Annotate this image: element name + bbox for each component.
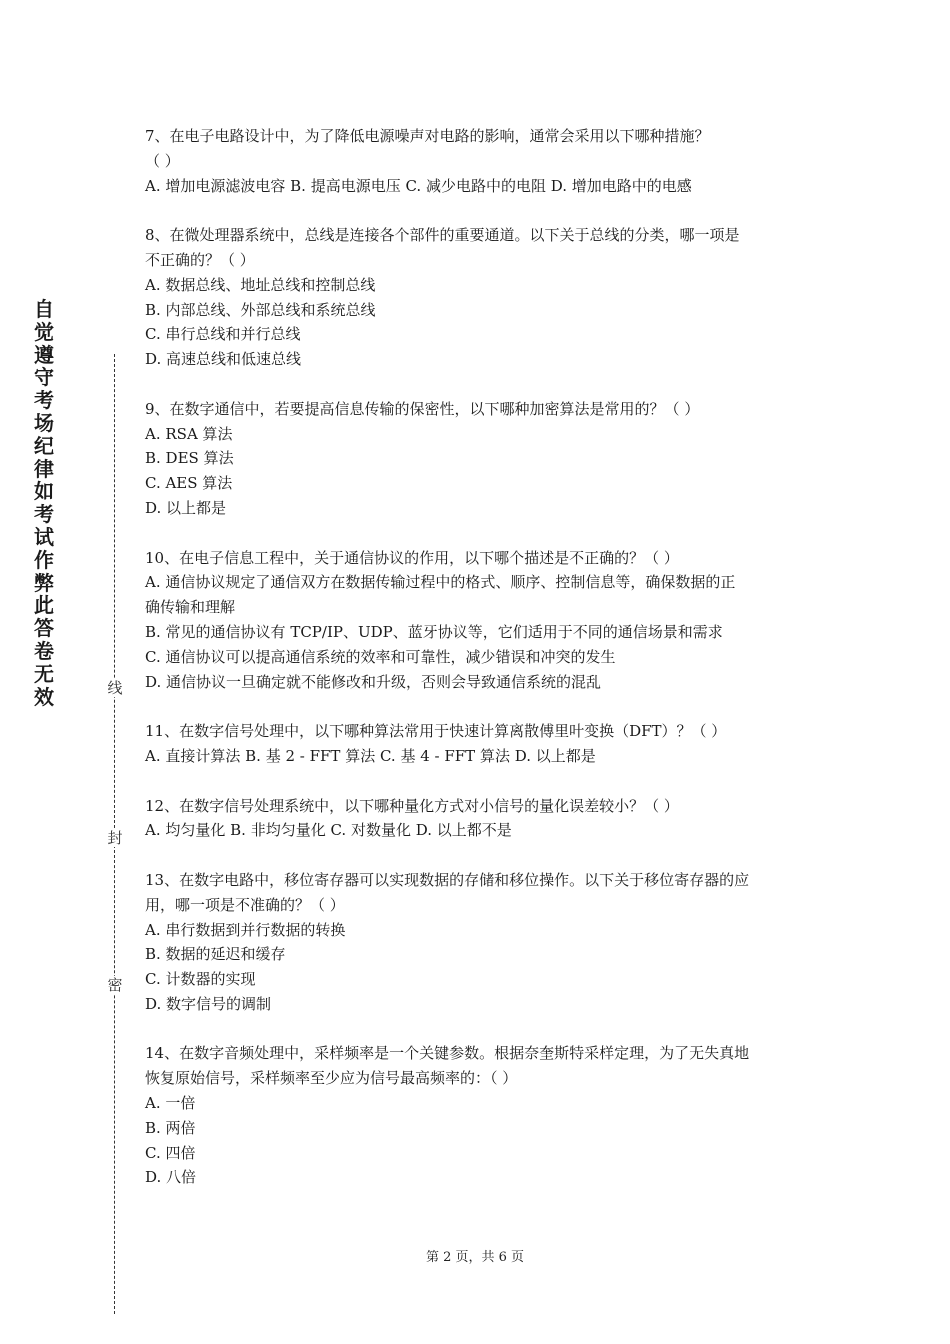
question-block (145, 546, 810, 695)
answer-option: A. RSA 算法 (145, 424, 233, 443)
question-stem: （ ） (145, 151, 180, 170)
answer-option: D. 数字信号的调制 (145, 994, 272, 1013)
binding-mark-line: 线 (107, 679, 123, 697)
page-footer: 第 2 页，共 6 页 (425, 1250, 525, 1265)
answer-option: D. 通信协议一旦确定就不能修改和升级，否则会导致通信系统的混乱 (145, 672, 602, 691)
answer-option: D. 高速总线和低速总线 (145, 350, 302, 369)
question-stem: 12、在数字信号处理系统中，以下哪种量化方式对小信号的量化误差较小？（ ） (145, 796, 679, 815)
answer-option: A. 均匀量化 B. 非均匀量化 C. 对数量化 D. 以上都不是 (145, 821, 512, 840)
answer-option: C. 四倍 (145, 1143, 196, 1162)
question-block (145, 397, 810, 521)
answer-option: B. 两倍 (145, 1118, 196, 1137)
answer-option: A. 串行数据到并行数据的转换 (145, 920, 346, 939)
question-stem: 用，哪一项是不准确的？（ ） (145, 895, 345, 914)
question-stem: 9、在数字通信中，若要提高信息传输的保密性，以下哪种加密算法是常用的？（ ） (145, 399, 700, 418)
question-block (145, 719, 810, 769)
question-block (145, 1041, 810, 1190)
question-block (145, 794, 810, 844)
question-stem: 13、在数字电路中，移位寄存器可以实现数据的存储和移位操作。以下关于移位寄存器的应 (145, 870, 750, 889)
question-block (145, 223, 810, 372)
question-stem: 10、在电子信息工程中，关于通信协议的作用，以下哪个描述是不正确的？（ ） (145, 548, 679, 567)
question-stem: 不正确的？（ ） (145, 250, 255, 269)
question-block (145, 124, 810, 198)
answer-option: B. DES 算法 (145, 449, 234, 468)
answer-option: A. 直接计算法 B. 基 2 - FFT 算法 C. 基 4 - FFT 算法 D. 以上都是 (145, 746, 596, 765)
question-stem: 8、在微处理器系统中，总线是连接各个部件的重要通道。以下关于总线的分类，哪一项是 (145, 226, 740, 245)
question-stem: 7、在电子电路设计中，为了降低电源噪声对电路的影响，通常会采用以下哪种措施？ (145, 127, 710, 145)
answer-option: A. 数据总线、地址总线和控制总线 (145, 275, 376, 294)
answer-option: A. 通信协议规定了通信双方在数据传输过程中的格式、顺序、控制信息等，确保数据的正 (145, 573, 736, 592)
answer-option: C. 串行总线和并行总线 (145, 325, 301, 344)
answer-option: C. 计数器的实现 (145, 970, 256, 989)
answer-option: B. 常见的通信协议有 TCP/IP、UDP、蓝牙协议等，它们适用于不同的通信场景和需求 (145, 622, 723, 641)
question-stem: 14、在数字音频处理中，采样频率是一个关键参数。根据奈奎斯特采样定理，为了无失真地 (145, 1044, 750, 1063)
answer-option: D. 以上都是 (145, 498, 227, 517)
answer-option: B. 内部总线、外部总线和系统总线 (145, 300, 376, 319)
answer-option: C. AES 算法 (145, 474, 233, 493)
question-stem: 11、在数字信号处理中，以下哪种算法常用于快速计算离散傅里叶变换（DFT）？（ ） (145, 722, 727, 741)
question-list (145, 124, 810, 1215)
question-block (145, 868, 810, 1017)
answer-option: C. 通信协议可以提高通信系统的效率和可靠性，减少错误和冲突的发生 (145, 647, 616, 666)
binding-mark-seal: 封 (107, 829, 123, 847)
answer-option: D. 八倍 (145, 1168, 197, 1187)
answer-option: A. 增加电源滤波电容 B. 提高电源电压 C. 减少电路中的电阻 D. 增加电路中的电感 (145, 176, 692, 195)
answer-option: 确传输和理解 (145, 598, 236, 617)
question-stem: 恢复原始信号，采样频率至少应为信号最高频率的：（ ） (145, 1069, 518, 1088)
answer-option: B. 数据的延迟和缓存 (145, 945, 286, 964)
exam-discipline-warning: 自 觉 遵 守 考 场 纪 律 如 考 试 作 弊 此 答 卷 无 效 (34, 297, 54, 709)
answer-option: A. 一倍 (145, 1094, 196, 1113)
binding-mark-secret: 密 (107, 976, 123, 994)
